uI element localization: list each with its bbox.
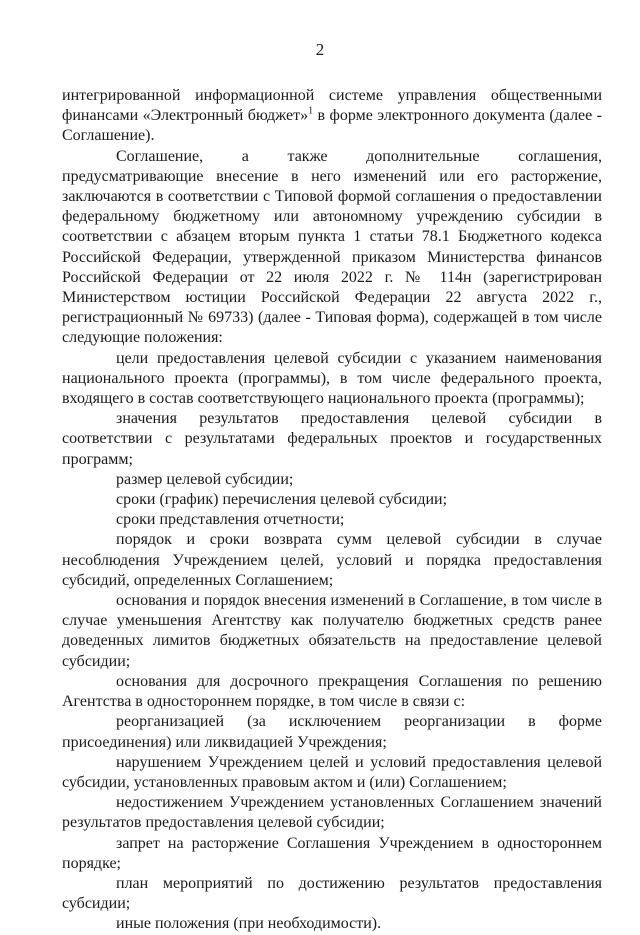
paragraph-non-achievement: недостижением Учреждением установленных Соглашением значений результатов предоставления целевой субсидии; xyxy=(62,794,602,832)
paragraph-electronic-document xyxy=(62,86,602,147)
paragraph-text: в форме электронного документа (далее - Соглашение). xyxy=(62,107,602,145)
paragraph-termination-ban: запрет на расторжение Соглашения Учреждением в одностороннем порядке; xyxy=(62,834,602,872)
paragraph-other-provisions: иные положения (при необходимости). xyxy=(116,915,382,933)
paragraph-result-values: значения результатов предоставления целевой субсидии в соответствии с результатами федеральных проектов и государственных программ; xyxy=(62,410,602,468)
paragraph-amendment-grounds: основания и порядок внесения изменений в Соглашение, в том числе в случае уменьшения Агентству как получателю бюджетных средств ранее доведенных лимитов бюджетных обязательств на предоставление целевой субсидии; xyxy=(62,592,602,670)
paragraph-violation: нарушением Учреждением целей и условий предоставления целевой субсидии, установленных правовым актом и (или) Соглашением; xyxy=(62,753,602,791)
paragraph-early-termination: основания для досрочного прекращения Соглашения по решению Агентства в одностороннем порядке, в том числе в связи с: xyxy=(62,672,602,711)
page-number: 2 xyxy=(315,40,325,59)
document-body xyxy=(62,86,602,935)
paragraph-subsidy-amount: размер целевой субсидии; xyxy=(116,470,294,488)
paragraph-transfer-schedule: сроки (график) перечисления целевой субсидии; xyxy=(116,491,448,509)
paragraph-subsidy-goals: цели предоставления целевой субсидии с указанием наименования национального проекта (программы), в том числе федерального проекта, входящего в состав соответствующего национального проекта (программы); xyxy=(62,349,602,408)
paragraph-action-plan: план мероприятий по достижению результатов предоставления субсидии; xyxy=(62,874,602,913)
paragraph-agreement-typical-form: Соглашение, а также дополнительные соглашения, предусматривающие внесение в него изменений или его расторжение, заключаются в соответствии с Типовой формой соглашения о предоставлении федеральному бюджетному или автономному учреждению субсидии в соответствии с абзацем вторым пункта 1 статьи 78.1 Бюджетного кодекса Российской Федерации, утвержденной приказом Министерства финансов Российской Федерации от 22 июля 2022 г. № 114н (зарегистрирован Министерством юстиции Российской Федерации 22 августа 2022 г., регистрационный № 69733) (далее - Типовая форма), содержащей в том числе следующие положения: xyxy=(62,147,602,347)
paragraph-text: интегрированной информационной системе управления общественными финансами «Электронный бюджет» xyxy=(62,87,602,125)
paragraph-refund-procedure: порядок и сроки возврата сумм целевой субсидии в случае несоблюдения Учреждением целей, условий и порядка предоставления субсидий, определенных Соглашением; xyxy=(62,531,602,589)
footnote-reference[interactable]: 1 xyxy=(308,105,314,117)
paragraph-reorganization: реорганизацией (за исключением реорганизации в форме присоединения) или ликвидацией Учреждения; xyxy=(62,713,602,751)
paragraph-reporting-deadlines: сроки представления отчетности; xyxy=(116,511,345,529)
